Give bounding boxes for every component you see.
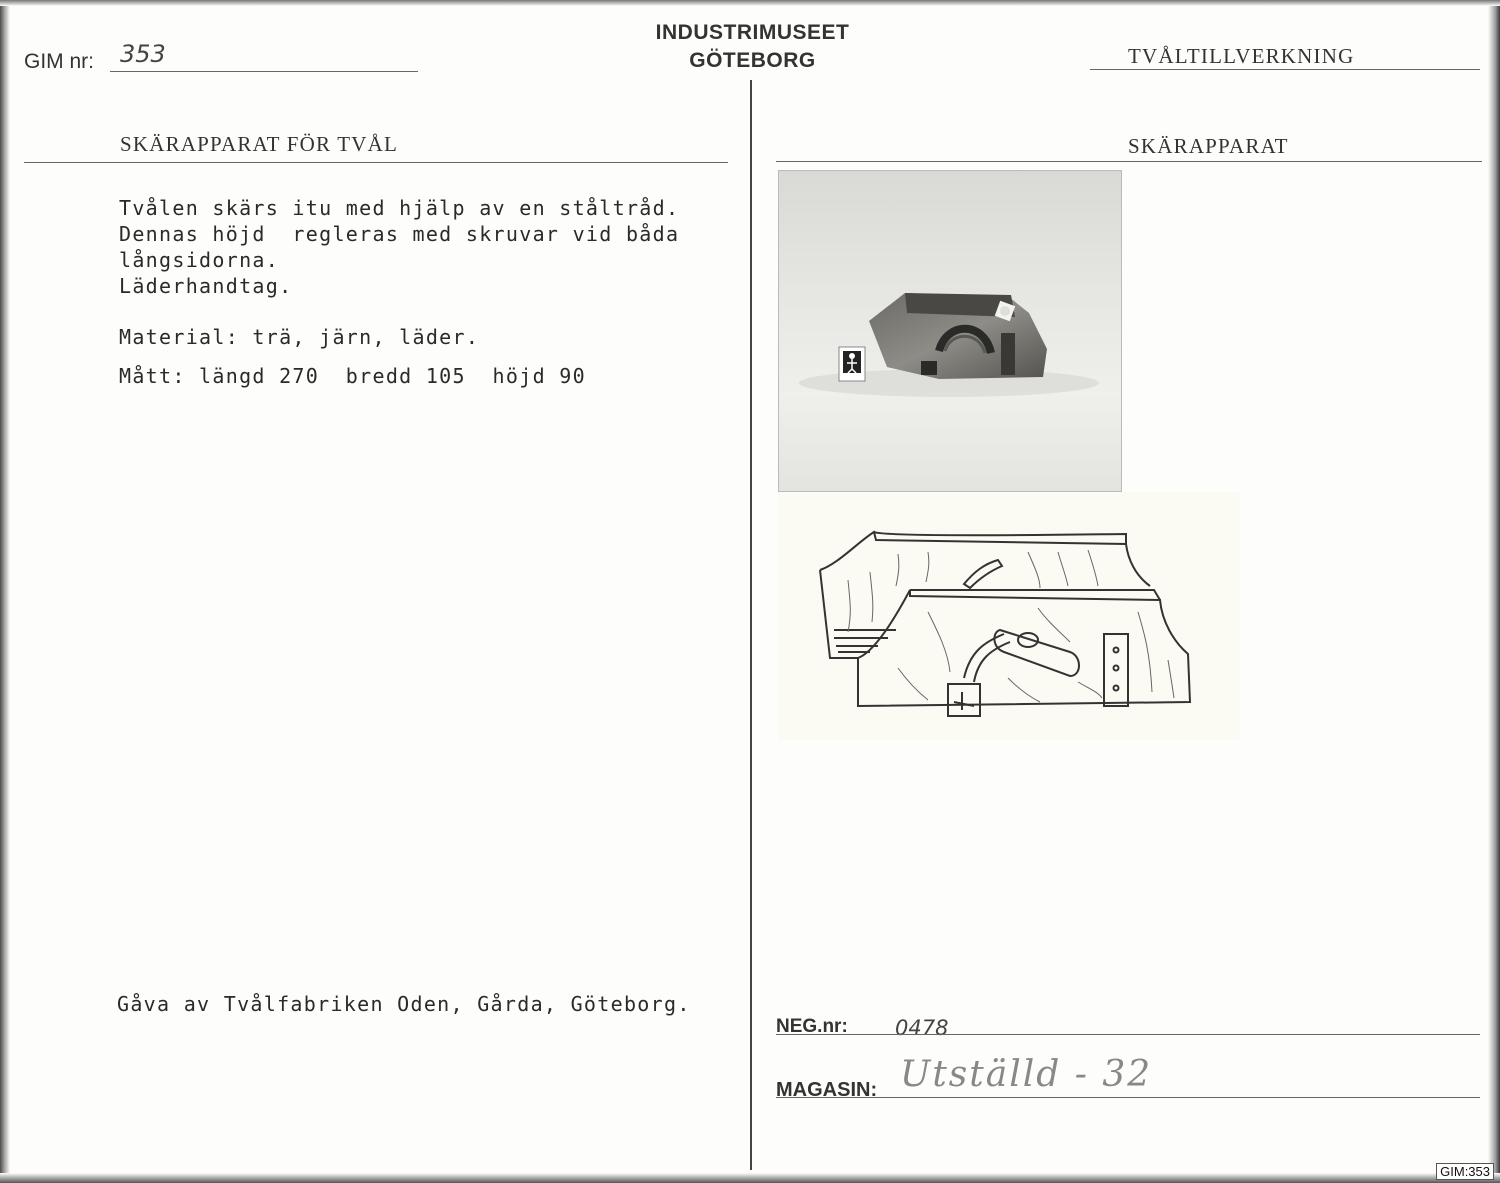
dimensions-line: Mått: längd 270 bredd 105 höjd 90 [119, 364, 586, 388]
neg-number-label: NEG.nr: [776, 1016, 848, 1037]
short-name-rule [776, 161, 1482, 162]
column-divider [750, 80, 752, 1170]
object-title: SKÄRAPPARAT FÖR TVÅL [120, 132, 399, 156]
description-line-2: Dennas höjd regleras med skruvar vid båda [119, 222, 680, 246]
magasin-value: Utställd - 32 [900, 1054, 1153, 1095]
description-line-4: Läderhandtag. [119, 274, 293, 298]
museum-city: GÖTEBORG [689, 49, 816, 72]
neg-number-rule [776, 1034, 1480, 1035]
gim-number-label: GIM nr: [24, 50, 95, 73]
archive-stamp: GIM:353 [1436, 1163, 1494, 1180]
museum-name: INDUSTRIMUSEET [655, 21, 850, 44]
neg-number-value: 0478 [895, 1016, 949, 1040]
card-edge-left [0, 0, 10, 1183]
soap-cutter-sketch-image [778, 492, 1240, 740]
category-rule [1090, 69, 1480, 70]
description-line-3: långsidorna. [119, 248, 280, 272]
title-rule [24, 162, 728, 163]
object-photo [778, 170, 1122, 492]
object-sketch [778, 492, 1240, 740]
object-short-name: SKÄRAPPARAT [1128, 134, 1289, 158]
magasin-label: MAGASIN: [776, 1079, 878, 1101]
donor-line: Gåva av Tvålfabriken Oden, Gårda, Göteborg. [117, 992, 691, 1016]
card-edge-bottom [0, 1173, 1500, 1183]
magasin-rule [776, 1097, 1480, 1098]
category-label: TVÅLTILLVERKNING [1128, 44, 1355, 68]
soap-cutter-photo-image [779, 171, 1121, 491]
gim-number-rule [110, 71, 418, 72]
card-edge-right [1488, 0, 1500, 1183]
description-line-1: Tvålen skärs itu med hjälp av en ståltråd. [119, 196, 680, 220]
material-line: Material: trä, järn, läder. [119, 325, 480, 349]
gim-number-value: 353 [120, 40, 166, 68]
card-edge-top [0, 0, 1500, 6]
